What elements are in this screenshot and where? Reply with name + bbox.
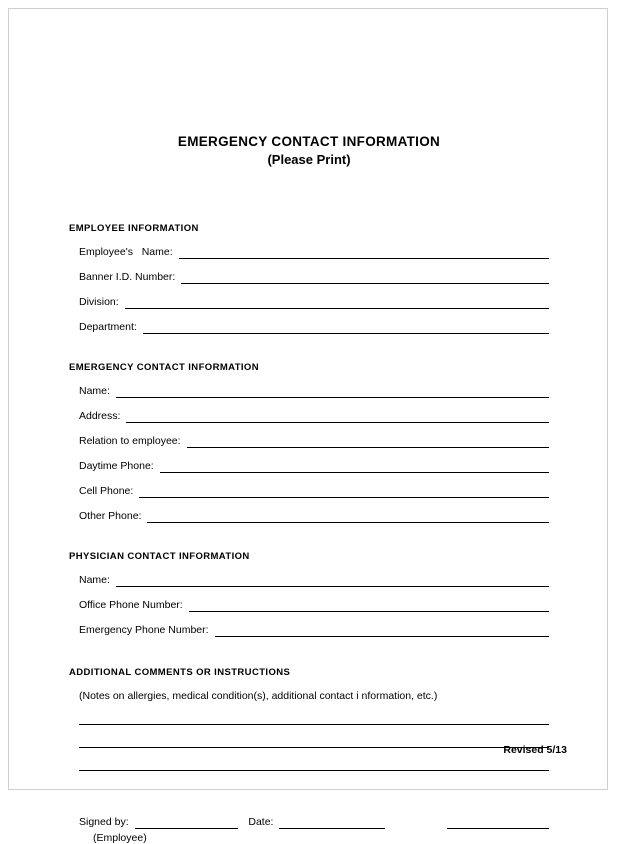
field-emergency-name[interactable] xyxy=(69,382,549,398)
field-emergency-phone-number[interactable] xyxy=(69,621,549,637)
field-label: Department: xyxy=(79,321,137,333)
comments-write-line-2[interactable] xyxy=(79,732,549,748)
date-write-line[interactable] xyxy=(279,815,384,829)
section-heading-emergency-contact-information: EMERGENCY CONTACT INFORMATION xyxy=(69,362,259,373)
field-label: Banner I.D. Number: xyxy=(79,271,176,283)
field-label: Name: xyxy=(79,574,110,586)
revised-stamp: Revised 5/13 xyxy=(503,744,567,756)
field-label: Daytime Phone: xyxy=(79,460,154,472)
field-label: Division: xyxy=(79,296,119,308)
field-write-line[interactable] xyxy=(147,509,549,523)
field-label: Employee's Name: xyxy=(79,246,173,258)
field-write-line[interactable] xyxy=(160,459,549,473)
field-write-line[interactable] xyxy=(116,573,549,587)
employee-caption: (Employee) xyxy=(93,832,147,844)
date-label: Date: xyxy=(248,816,274,828)
field-relation-to-employee[interactable] xyxy=(69,432,549,448)
field-write-line[interactable] xyxy=(143,320,549,334)
field-label: Relation to employee: xyxy=(79,435,181,447)
section-heading-employee-information: EMPLOYEE INFORMATION xyxy=(69,223,199,234)
page-title: EMERGENCY CONTACT INFORMATION xyxy=(177,134,441,149)
field-label: Address: xyxy=(79,410,121,422)
form-content xyxy=(69,9,549,844)
signed-by-label: Signed by: xyxy=(79,816,129,828)
signature-row[interactable] xyxy=(69,813,549,829)
field-banner-id-number[interactable] xyxy=(69,268,549,284)
section-heading-additional-comments: ADDITIONAL COMMENTS OR INSTRUCTIONS xyxy=(69,667,291,678)
comments-write-line-1[interactable] xyxy=(79,709,549,725)
signature-write-line[interactable] xyxy=(135,815,239,829)
field-write-line[interactable] xyxy=(215,623,549,637)
field-office-phone-number[interactable] xyxy=(69,596,549,612)
document-header xyxy=(69,134,549,167)
field-write-line[interactable] xyxy=(125,295,549,309)
field-label: Emergency Phone Number: xyxy=(79,624,209,636)
field-division[interactable] xyxy=(69,293,549,309)
field-label: Cell Phone: xyxy=(79,485,134,497)
field-write-line[interactable] xyxy=(189,598,549,612)
additional-comments-note: (Notes on allergies, medical condition(s), additional contact i nformation, etc.) xyxy=(79,690,438,702)
field-write-line[interactable] xyxy=(181,270,549,284)
field-emergency-address[interactable] xyxy=(69,407,549,423)
field-daytime-phone[interactable] xyxy=(69,457,549,473)
field-write-line[interactable] xyxy=(179,245,549,259)
field-label: Office Phone Number: xyxy=(79,599,183,611)
section-heading-physician-contact-information: PHYSICIAN CONTACT INFORMATION xyxy=(69,551,250,562)
field-other-phone[interactable] xyxy=(69,507,549,523)
field-write-line[interactable] xyxy=(126,409,549,423)
page-subtitle: (Please Print) xyxy=(267,152,351,167)
field-write-line[interactable] xyxy=(116,384,549,398)
field-label: Name: xyxy=(79,385,110,397)
field-employee-name[interactable] xyxy=(69,243,549,259)
form-page xyxy=(8,8,608,844)
field-write-line[interactable] xyxy=(139,484,549,498)
field-physician-name[interactable] xyxy=(69,571,549,587)
extra-write-line[interactable] xyxy=(447,815,549,829)
field-department[interactable] xyxy=(69,318,549,334)
field-label: Other Phone: xyxy=(79,510,142,522)
comments-write-line-3[interactable] xyxy=(79,755,549,771)
field-cell-phone[interactable] xyxy=(69,482,549,498)
field-write-line[interactable] xyxy=(187,434,549,448)
